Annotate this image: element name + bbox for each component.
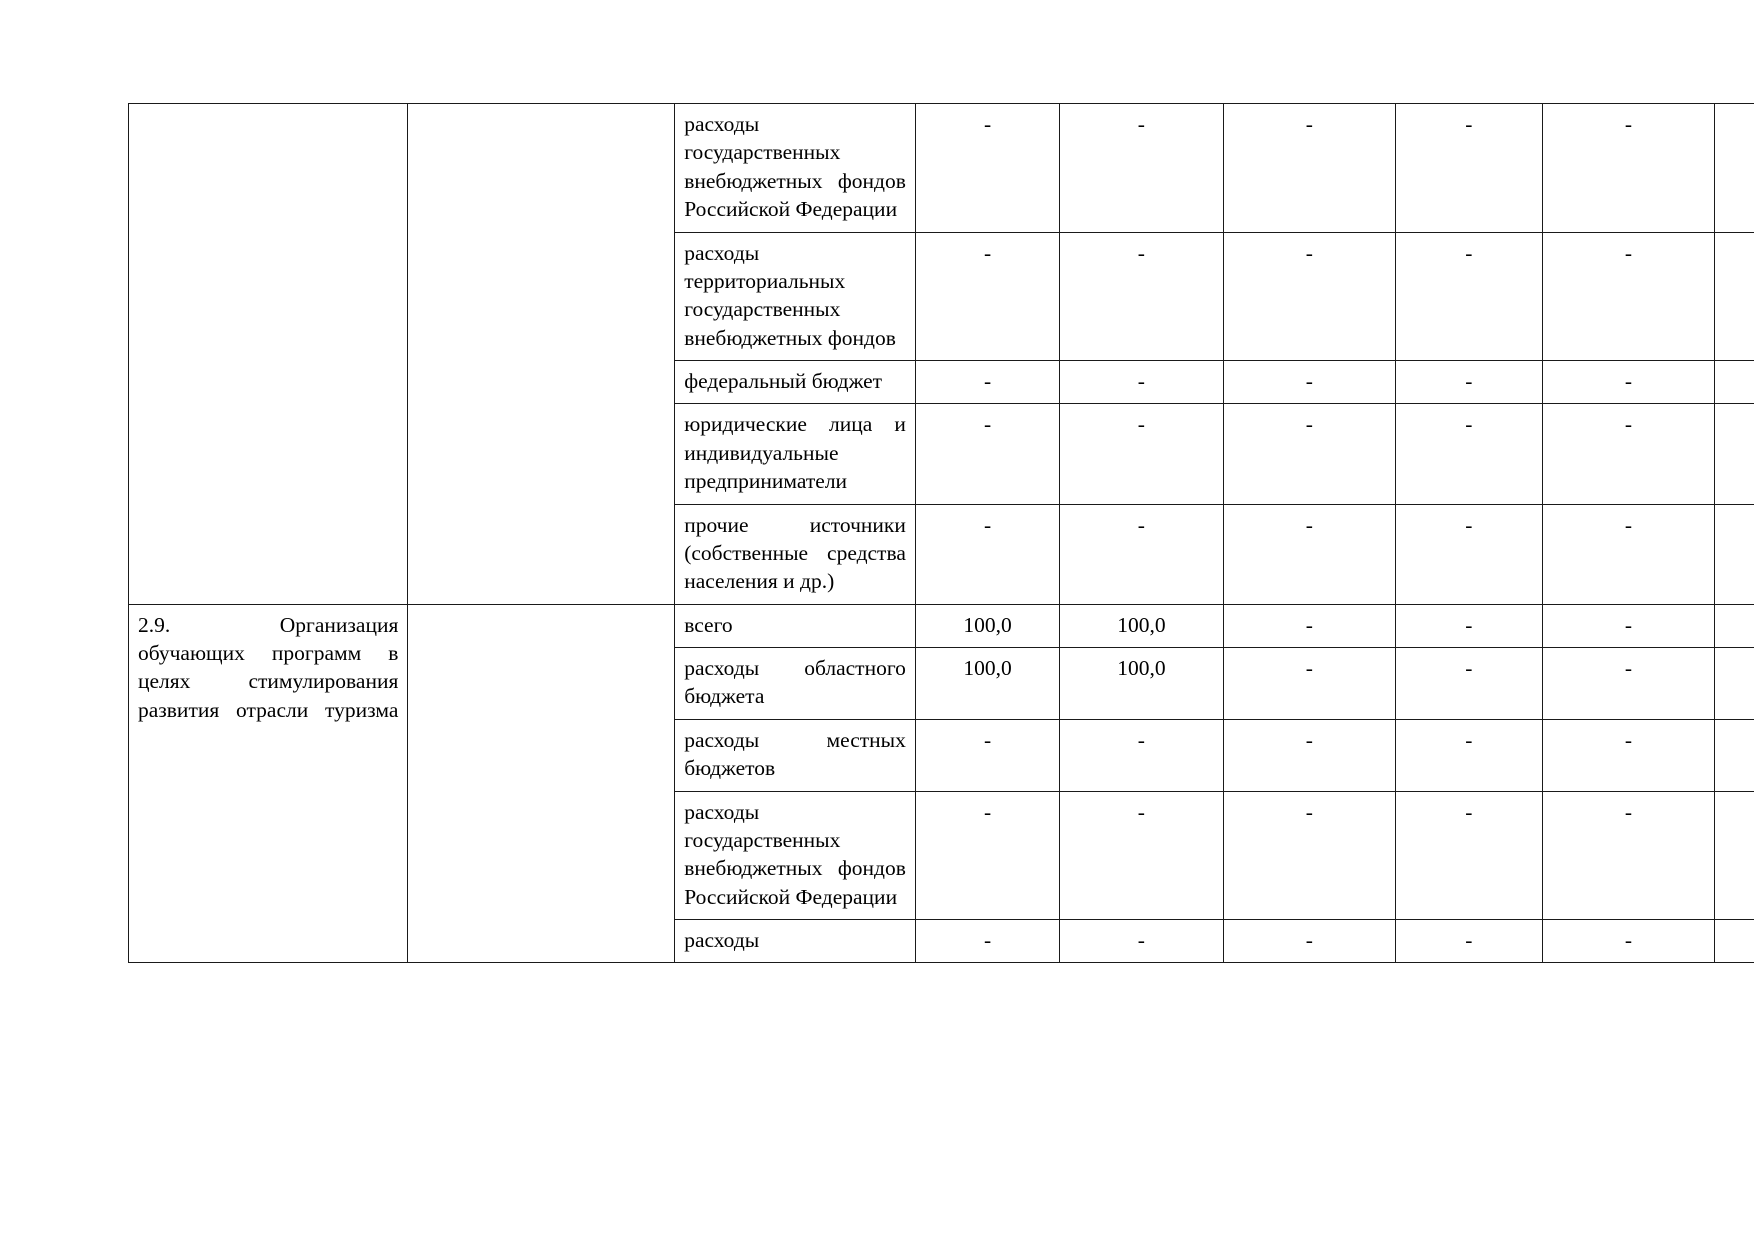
value-cell: -: [1396, 404, 1542, 504]
value-cell: -: [1060, 104, 1223, 233]
value-cell: -: [1542, 920, 1715, 963]
value-cell: -: [1396, 604, 1542, 647]
value-cell: [1715, 719, 1754, 791]
funding-source-cell: расходы государственных внебюджетных фондов Российской Федерации: [675, 791, 916, 920]
value-cell: [1715, 791, 1754, 920]
value-cell: -: [1396, 232, 1542, 361]
table-row: [129, 604, 1754, 647]
value-cell: -: [915, 361, 1059, 404]
value-cell: -: [915, 104, 1059, 233]
value-cell: -: [1542, 361, 1715, 404]
value-cell: [1715, 504, 1754, 604]
funding-source-cell: расходы: [675, 920, 916, 963]
value-cell: [1715, 232, 1754, 361]
table-body: [129, 104, 1754, 963]
value-cell: 100,0: [915, 604, 1059, 647]
value-cell: [1715, 648, 1754, 720]
value-cell: -: [915, 719, 1059, 791]
value-cell: -: [1542, 719, 1715, 791]
value-cell: -: [1542, 504, 1715, 604]
value-cell: -: [1542, 232, 1715, 361]
value-cell: -: [1223, 648, 1396, 720]
value-cell: -: [1542, 404, 1715, 504]
value-cell: -: [915, 791, 1059, 920]
funding-source-cell: расходы областного бюджета: [675, 648, 916, 720]
value-cell: -: [1060, 791, 1223, 920]
value-cell: -: [915, 920, 1059, 963]
value-cell: [1715, 604, 1754, 647]
value-cell: -: [1396, 719, 1542, 791]
value-cell: -: [1542, 648, 1715, 720]
executor-cell: [408, 604, 675, 963]
value-cell: -: [1396, 648, 1542, 720]
value-cell: [1715, 920, 1754, 963]
financing-table: [128, 103, 1754, 963]
value-cell: -: [1542, 104, 1715, 233]
value-cell: -: [1060, 504, 1223, 604]
measure-name-cell: 2.9. Организация обучающих программ в целях стимулирования развития отрасли туризма: [129, 604, 408, 963]
value-cell: -: [1542, 604, 1715, 647]
measure-name-cell: [129, 104, 408, 605]
value-cell: -: [915, 404, 1059, 504]
value-cell: -: [1396, 104, 1542, 233]
value-cell: [1715, 404, 1754, 504]
value-cell: -: [1223, 404, 1396, 504]
value-cell: -: [1396, 920, 1542, 963]
funding-source-cell: расходы местных бюджетов: [675, 719, 916, 791]
value-cell: [1715, 361, 1754, 404]
value-cell: -: [1223, 920, 1396, 963]
value-cell: -: [1542, 791, 1715, 920]
funding-source-cell: федеральный бюджет: [675, 361, 916, 404]
table-row: [129, 104, 1754, 233]
funding-source-cell: юридические лица и индивидуальные предприниматели: [675, 404, 916, 504]
value-cell: -: [1223, 104, 1396, 233]
value-cell: -: [1223, 232, 1396, 361]
value-cell: -: [1060, 920, 1223, 963]
value-cell: -: [1060, 232, 1223, 361]
funding-source-cell: всего: [675, 604, 916, 647]
value-cell: -: [915, 504, 1059, 604]
value-cell: -: [1060, 361, 1223, 404]
value-cell: 100,0: [915, 648, 1059, 720]
value-cell: 100,0: [1060, 604, 1223, 647]
value-cell: -: [1223, 604, 1396, 647]
value-cell: [1715, 104, 1754, 233]
value-cell: -: [1223, 791, 1396, 920]
funding-source-cell: прочие источники (собственные средства населения и др.): [675, 504, 916, 604]
executor-cell: [408, 104, 675, 605]
value-cell: -: [1396, 791, 1542, 920]
funding-source-cell: расходы государственных внебюджетных фондов Российской Федерации: [675, 104, 916, 233]
funding-source-cell: расходы территориальных государственных внебюджетных фондов: [675, 232, 916, 361]
value-cell: -: [1060, 404, 1223, 504]
value-cell: -: [1223, 361, 1396, 404]
value-cell: -: [1060, 719, 1223, 791]
value-cell: -: [1223, 719, 1396, 791]
value-cell: -: [915, 232, 1059, 361]
value-cell: 100,0: [1060, 648, 1223, 720]
value-cell: -: [1396, 504, 1542, 604]
value-cell: -: [1223, 504, 1396, 604]
value-cell: -: [1396, 361, 1542, 404]
